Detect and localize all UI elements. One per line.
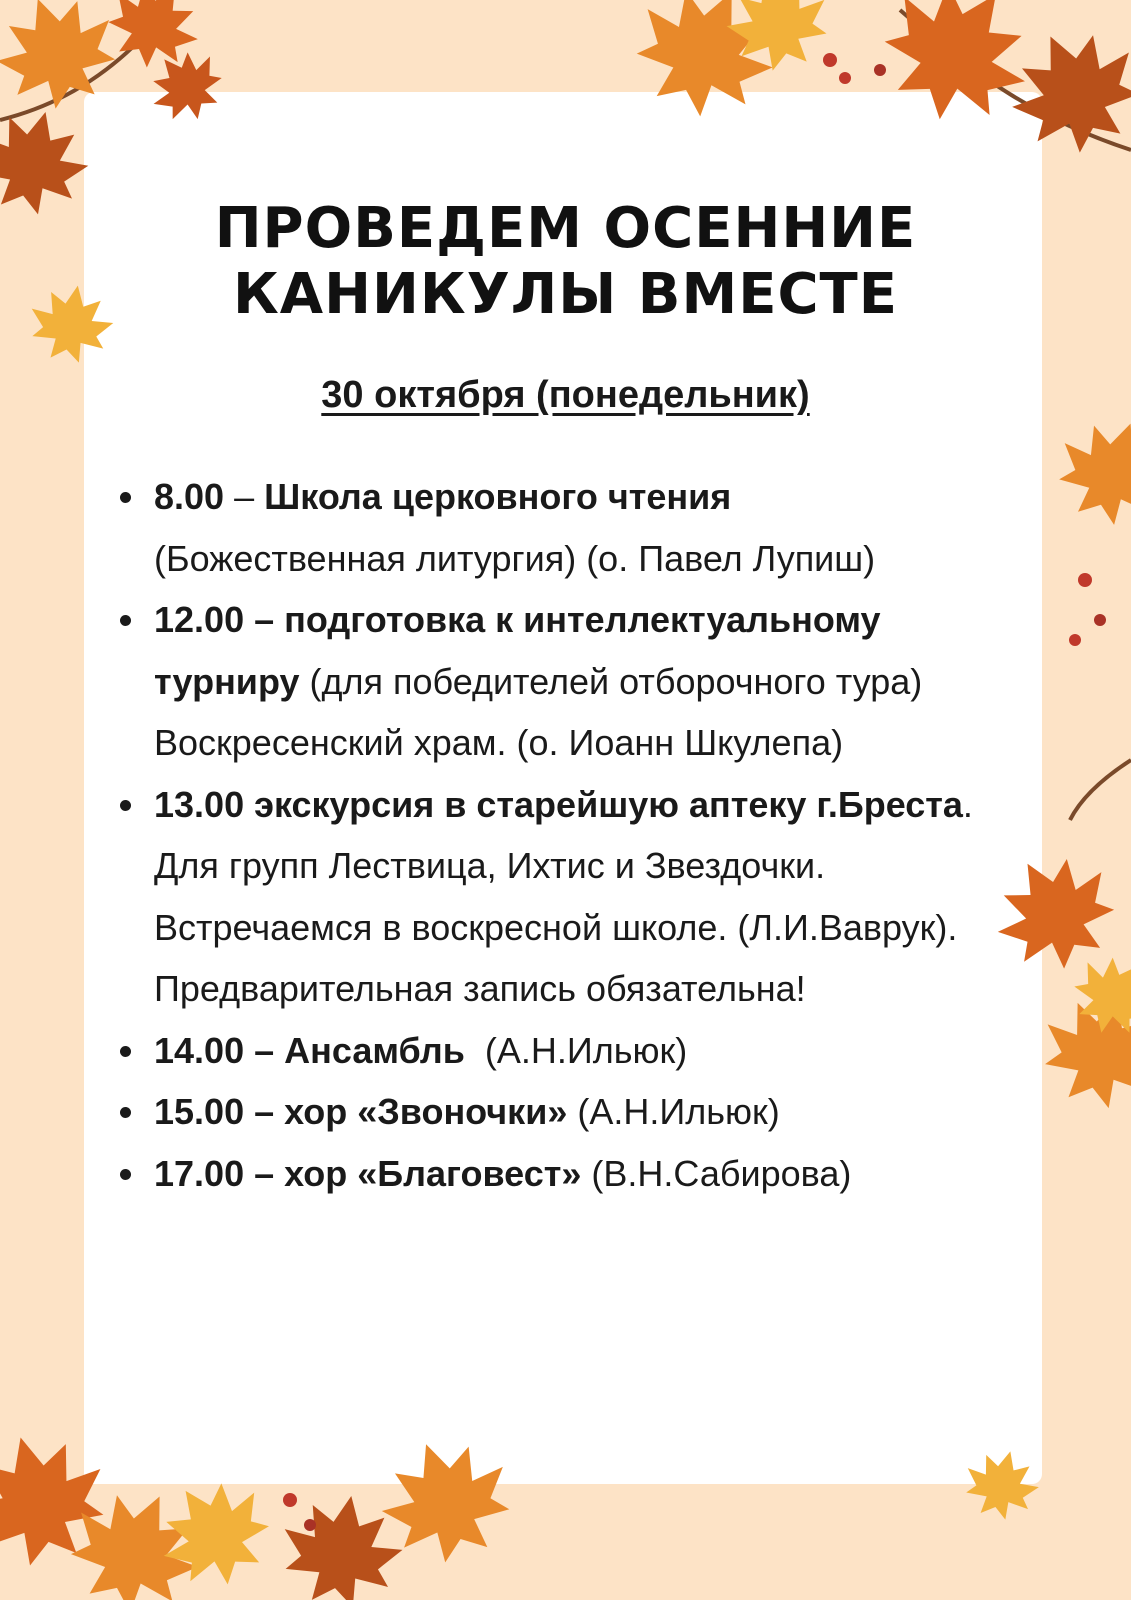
item-title: Школа церковного чтения: [264, 476, 732, 517]
bullet-icon: [120, 615, 131, 626]
item-time-title: 15.00 – хор «Звоночки»: [154, 1091, 568, 1132]
item-time-title: 17.00 – хор «Благовест»: [154, 1152, 582, 1194]
schedule-list: [112, 466, 992, 1204]
schedule-item: [112, 589, 992, 774]
item-time-title: 13.00 экскурсия в старейшую аптеку г.Бреста: [154, 783, 963, 825]
item-time-title: 14.00 – Ансамбль: [154, 1029, 465, 1071]
item-details: (А.Н.Ильюк): [464, 1029, 688, 1071]
bullet-icon: [120, 1107, 131, 1118]
schedule-item: [112, 1081, 992, 1143]
item-separator: –: [224, 476, 265, 517]
schedule-item: [112, 466, 992, 589]
item-details: (А.Н.Ильюк): [567, 1091, 780, 1132]
item-time-title: 8.00: [154, 476, 225, 517]
schedule-item: [112, 1020, 992, 1082]
item-time-title: 12.00 – подготовка к интеллектуальному турниру: [154, 599, 881, 702]
bullet-icon: [120, 1169, 131, 1180]
bullet-icon: [120, 1046, 131, 1057]
item-details: . Для групп Лествица, Ихтис и Звездочки. Встречаемся в воскресной школе. (Л.И.Ваврук). Предварительная запись обязательна!: [154, 783, 973, 1009]
bullet-icon: [120, 800, 131, 811]
item-details: (Божественная литургия) (о. Павел Лупиш): [154, 537, 876, 579]
title-line-1: ПРОВЕДЕМ ОСЕННИЕ: [214, 196, 917, 261]
title-line-2: КАНИКУЛЫ ВМЕСТЕ: [232, 262, 899, 327]
item-details: (для победителей отборочного тура) Воскресенский храм. (о. Иоанн Шкулепа): [154, 660, 923, 763]
schedule-item: [112, 774, 992, 1020]
bullet-icon: [120, 492, 131, 503]
event-date: 30 октября (понедельник): [321, 374, 810, 416]
item-details: (В.Н.Сабирова): [581, 1152, 852, 1194]
schedule-item: [112, 1143, 992, 1205]
poster-title: [0, 196, 1131, 328]
